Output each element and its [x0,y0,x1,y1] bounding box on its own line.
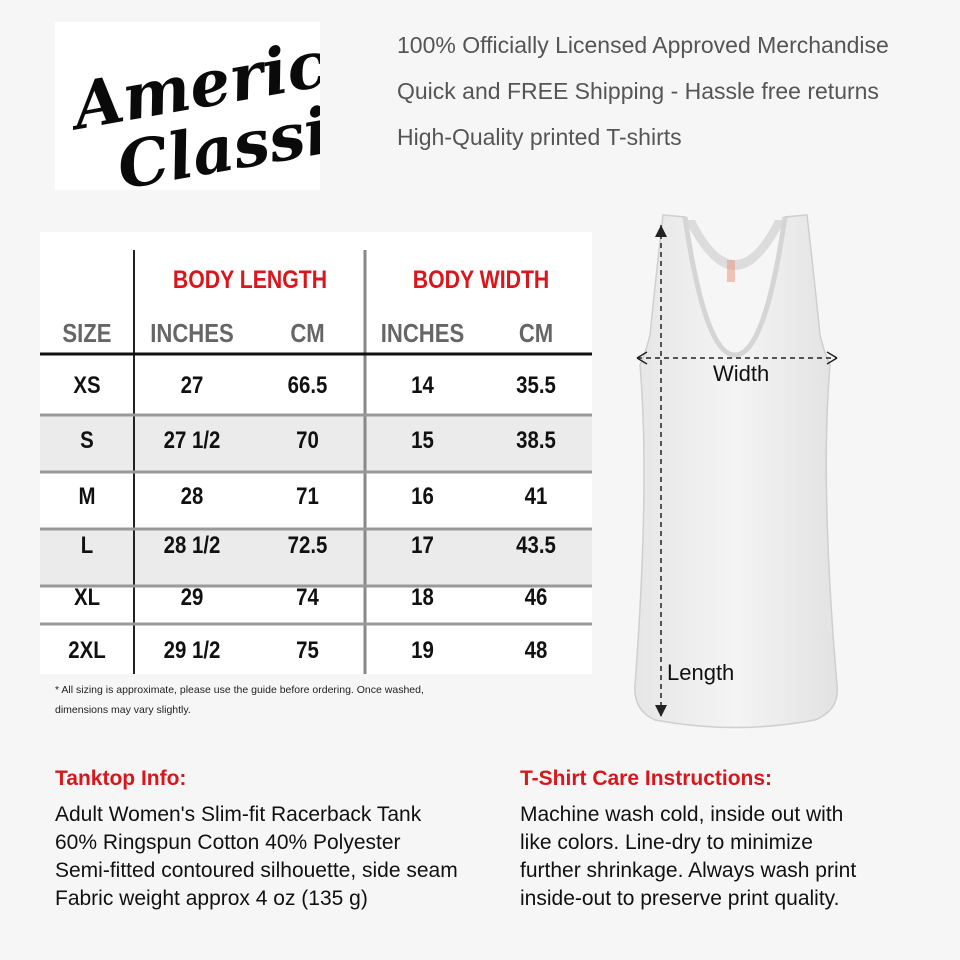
logo-line1: American [67,22,320,145]
width-label: Width [713,361,770,386]
table-cell: 28 [180,483,204,510]
table-cell: 41 [524,483,548,510]
table-cell: 16 [411,483,434,510]
col-width-cm: CM [518,318,554,348]
tagline-shipping: Quick and FREE Shipping - Hassle free returns [397,78,879,104]
size-chart-table [40,232,592,674]
table-cell: 70 [296,427,319,454]
sizing-note [55,680,485,720]
table-cell: L [80,532,94,559]
table-cell: S [80,427,94,454]
table-cell: 27 [180,372,204,399]
table-cell: M [78,483,96,510]
table-cell: 71 [296,483,319,510]
header-body-length: BODY LENGTH [172,266,328,294]
tanktop-illustration [615,205,855,735]
care-line: Machine wash cold, inside out with [520,803,844,826]
table-cell: 43.5 [516,532,556,559]
table-cell: 72.5 [287,532,328,559]
table-cell: 38.5 [516,427,556,454]
col-width-inches: INCHES [380,318,465,348]
col-length-cm: CM [290,318,325,348]
length-label: Length [667,660,735,685]
col-size: SIZE [62,318,112,348]
table-cell: 46 [524,584,548,611]
tanktop-info-line: 60% Ringspun Cotton 40% Polyester [55,831,401,854]
table-cell: XL [73,584,101,611]
care-line: further shrinkage. Always wash print [520,859,857,882]
logo-script-graphic [55,22,320,190]
care-title: T-Shirt Care Instructions: [520,767,773,790]
table-cell: 75 [296,637,319,664]
tanktop-info-title: Tanktop Info: [55,767,187,790]
brand-logo [55,22,320,190]
sizing-note-line2: dimensions may vary slightly. [55,704,191,716]
table-cell: 18 [411,584,434,611]
table-cell: 48 [524,637,548,664]
table-cell: 74 [296,584,319,611]
table-cell: 2XL [68,637,106,664]
table-cell: 19 [411,637,434,664]
sizing-note-line1: * All sizing is approximate, please use the guide before ordering. Once washed, [55,684,424,696]
table-cell: 17 [411,532,434,559]
care-line: like colors. Line-dry to minimize [520,831,813,854]
table-cell: 28 1/2 [163,532,221,559]
tagline-quality: High-Quality printed T-shirts [397,124,682,150]
care-line: inside-out to preserve print quality. [520,887,840,910]
tanktop-info-line: Semi-fitted contoured silhouette, side seam [55,859,458,882]
table-cell: 29 1/2 [163,637,221,664]
table-cell: 29 [180,584,204,611]
table-cell: 14 [411,372,434,399]
tanktop-diagram [615,205,855,735]
table-cell: 35.5 [516,372,556,399]
table-cell: XS [73,372,101,399]
tagline-licensed: 100% Officially Licensed Approved Merchandise [397,32,889,58]
table-cell: 27 1/2 [163,427,221,454]
table-cell: 66.5 [287,372,328,399]
header-body-width: BODY WIDTH [412,266,550,294]
tanktop-info-line: Fabric weight approx 4 oz (135 g) [55,887,368,910]
logo-line2: Classics [111,80,320,190]
col-length-inches: INCHES [150,318,234,348]
taglines [397,28,889,166]
table-cell: 15 [411,427,434,454]
tanktop-info-line: Adult Women's Slim-fit Racerback Tank [55,803,422,826]
